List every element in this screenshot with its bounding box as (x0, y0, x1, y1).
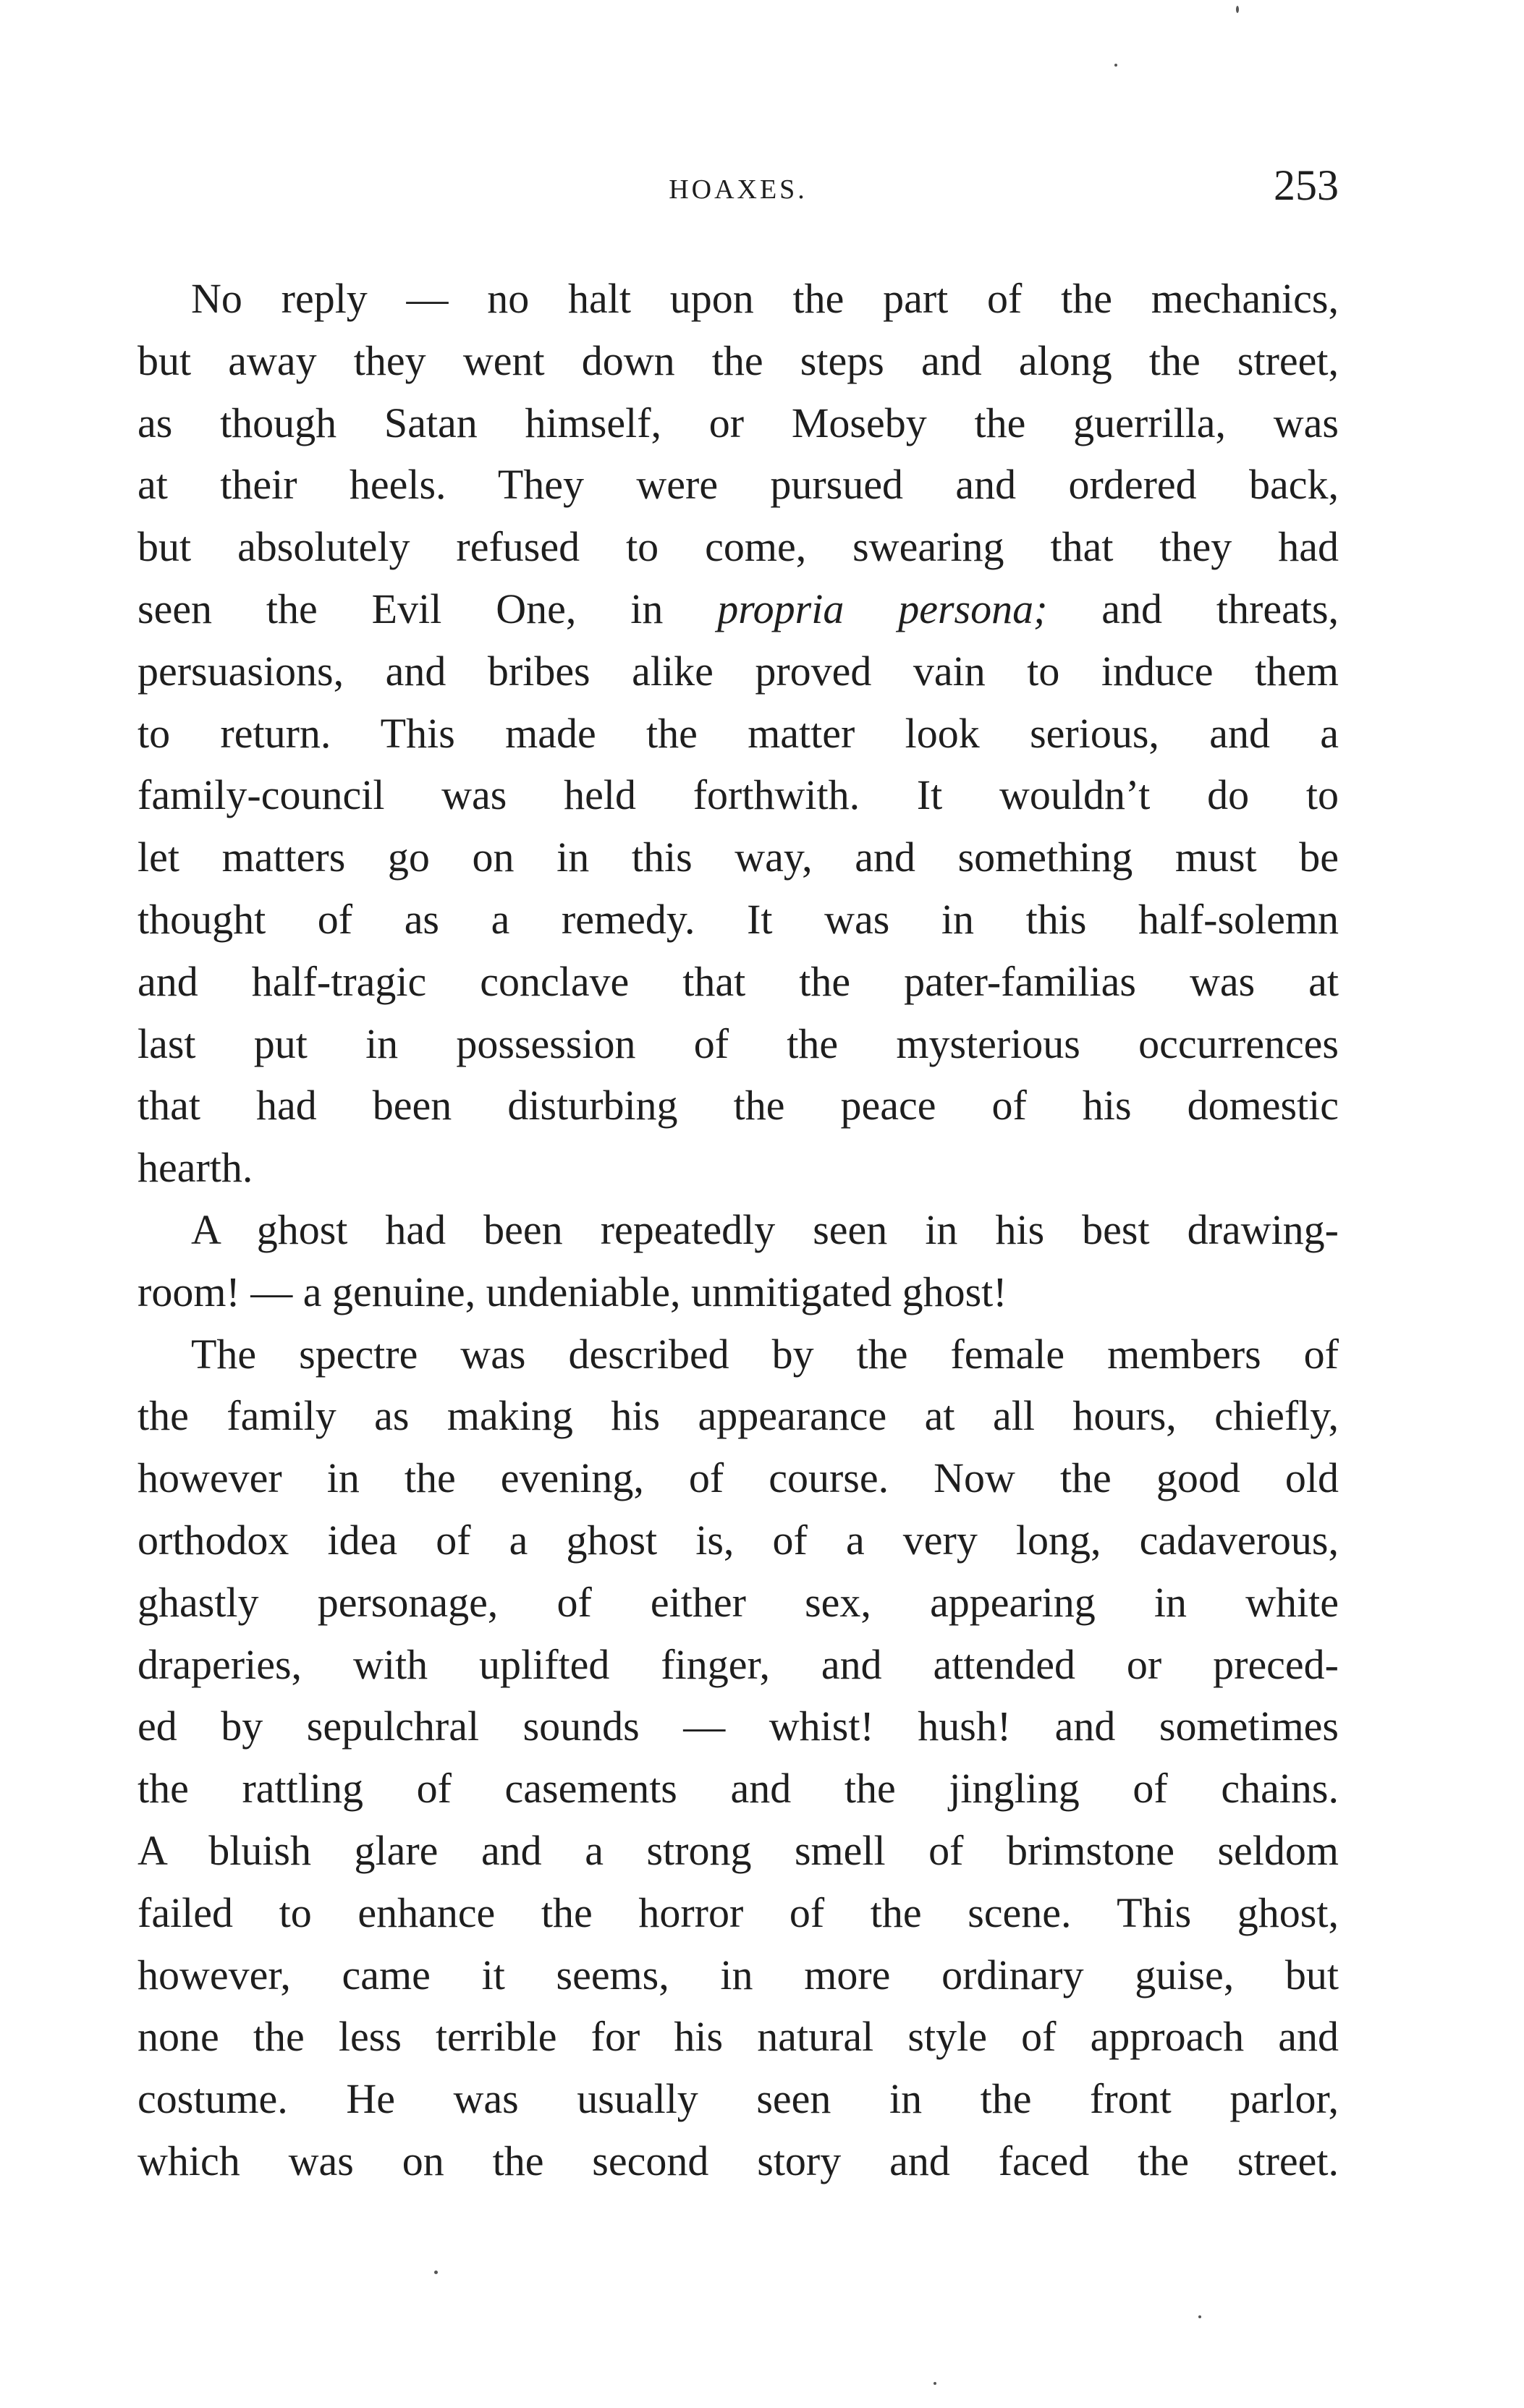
text-line: the family as making his appearance at all hours, chiefly, (137, 1392, 1339, 1440)
body-text (137, 268, 1339, 2192)
text-line: A ghost had been repeatedly seen in his best drawing- (191, 1205, 1339, 1253)
text-line: however in the evening, of course. Now the good old (137, 1454, 1339, 1502)
running-head: HOAXES. (669, 174, 808, 205)
page-number: 253 (1274, 161, 1339, 209)
text-line (137, 578, 1339, 640)
text-segment: seen the Evil One, in (137, 585, 664, 632)
text-line: persuasions, and bribes alike proved vain to induce them (137, 647, 1339, 695)
paper-speck (434, 2271, 438, 2274)
text-line: let matters go on in this way, and something must be (137, 834, 1339, 881)
text-line: as though Satan himself, or Moseby the guerrilla, was (137, 399, 1339, 446)
text-line: but away they went down the steps and along the street, (137, 336, 1339, 384)
text-line: and half-tragic conclave that the pater-familias was at (137, 957, 1339, 1005)
text-line: ed by sepulchral sounds — whist! hush! and sometimes (137, 1703, 1339, 1750)
text-line: A bluish glare and a strong smell of brimstone seldom (137, 1826, 1339, 1874)
text-line: failed to enhance the horror of the scene. This ghost, (137, 1888, 1339, 1936)
italic-phrase: propria persona; (717, 585, 1048, 632)
text-line: thought of as a remedy. It was in this half-solemn (137, 895, 1339, 943)
text-line: which was on the second story and faced the street. (137, 2137, 1339, 2184)
paper-speck (1236, 6, 1239, 13)
text-line: but absolutely refused to come, swearing that they had (137, 523, 1339, 571)
text-segment: and threats, (1101, 585, 1339, 632)
text-line: none the less terrible for his natural style of approach and (137, 2013, 1339, 2061)
paper-speck (1198, 2315, 1201, 2318)
text-line: room! — a genuine, undeniable, unmitigated ghost! (137, 1268, 1007, 1315)
text-line: costume. He was usually seen in the front parlor, (137, 2075, 1339, 2123)
text-line: last put in possession of the mysterious occurrences (137, 1019, 1339, 1067)
text-line: hearth. (137, 1144, 253, 1192)
text-line: The spectre was described by the female members of (191, 1330, 1339, 1378)
text-line: No reply — no halt upon the part of the mechanics, (191, 275, 1339, 322)
paper-speck (934, 2382, 936, 2385)
text-line: ghastly personage, of either sex, appearing in white (137, 1578, 1339, 1626)
text-line: to return. This made the matter look serious, and a (137, 709, 1339, 757)
text-line: the rattling of casements and the jingling of chains. (137, 1765, 1339, 1813)
text-line: family-council was held forthwith. It wouldn’t do to (137, 771, 1339, 819)
text-line: that had been disturbing the peace of his domestic (137, 1082, 1339, 1129)
paper-speck (1114, 64, 1117, 67)
text-line: orthodox idea of a ghost is, of a very long, cadaverous, (137, 1516, 1339, 1564)
page-header (137, 161, 1339, 219)
text-line: at their heels. They were pursued and ordered back, (137, 461, 1339, 509)
text-line: draperies, with uplifted finger, and attended or preced- (137, 1640, 1339, 1688)
text-line: however, came it seems, in more ordinary guise, but (137, 1951, 1339, 1998)
